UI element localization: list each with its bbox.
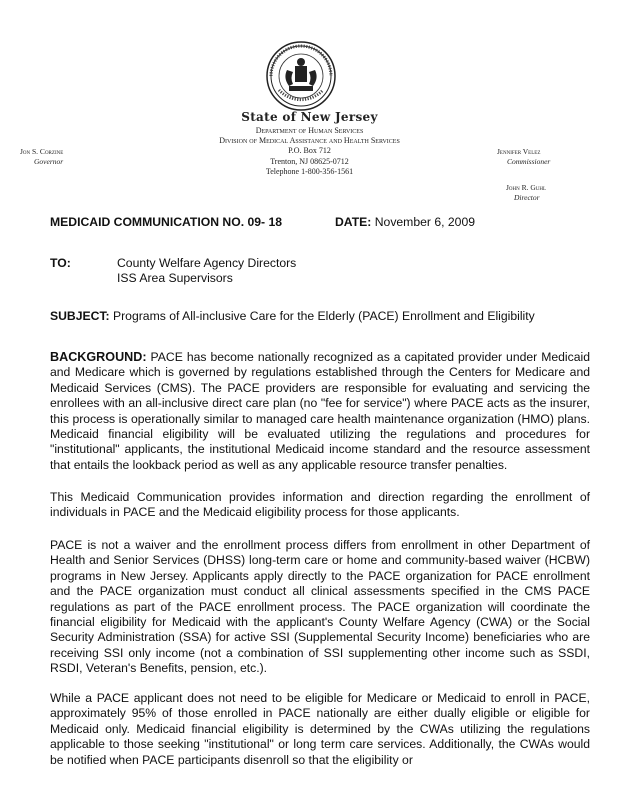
communication-number: 09- 18 xyxy=(247,215,283,229)
governor-block xyxy=(20,147,63,166)
background-text: PACE has become nationally recognized as a capitated provider under Medicaid and Medicare which is governed by regulations established through the Centers for Medicare and Medicaid Services (CMS). The PACE providers are responsible for evaluating and servicing the enrollees with an all-inclusive direct care plan (no "fee for service") where PACE acts as the insurer, this process is operationally similar to managed care health maintenance organization (HMO) plans. Medicaid financial eligibility will be evaluated utilizing the regulations and procedures for "institutional" applicants, the institutional Medicaid income standard and the resource assessment that entails the lookback period as well as any applicable resource transfer penalties. xyxy=(50,350,590,472)
department-name: Department of Human Services xyxy=(255,126,364,135)
governor-name: Jon S. Corzine xyxy=(20,147,64,156)
communication-heading xyxy=(50,215,590,229)
commissioner-block xyxy=(497,147,607,166)
body-paragraph: This Medicaid Communication provides information and direction regarding the enrollment of individuals in PACE and the Medicaid eligibility process for those applicants. xyxy=(50,490,590,520)
agency-address-block xyxy=(140,126,479,177)
division-name: Division of Medical Assistance and Health Services xyxy=(219,136,400,146)
background-paragraph xyxy=(50,350,590,473)
director-name: John R. Guhl xyxy=(506,183,547,192)
to-recipients xyxy=(117,256,296,286)
to-label: TO: xyxy=(50,256,71,270)
commissioner-title: Commissioner xyxy=(507,156,551,166)
po-box: P.O. Box 712 xyxy=(288,146,331,156)
director-block xyxy=(506,183,606,202)
recipient-line: County Welfare Agency Directors xyxy=(117,256,297,270)
subject-label: SUBJECT: xyxy=(50,309,110,323)
governor-title: Governor xyxy=(34,156,64,166)
telephone-number: Telephone 1-800-356-1561 xyxy=(265,166,354,176)
state-name-heading: State of New Jersey xyxy=(241,110,378,124)
city-address: Trenton, NJ 08625-0712 xyxy=(270,156,349,166)
communication-label: MEDICAID COMMUNICATION NO. xyxy=(50,215,245,229)
date-value: November 6, 2009 xyxy=(374,215,476,229)
background-label: BACKGROUND: xyxy=(50,350,147,364)
director-title: Director xyxy=(514,192,540,202)
body-paragraph: While a PACE applicant does not need to be eligible for Medicare or Medicaid to enroll in PACE, approximately 95% of those enrolled in PACE nationally are either dually eligible or eligible for Medicaid only. Medicaid financial eligibility is determined by the CWAs utilizing the regulations applicable to those seeking "institutional" or long term care services. Additionally, the CWAs would be notified when PACE participants disenroll so that the eligibility or xyxy=(50,691,590,767)
subject-text: Programs of All-inclusive Care for the Elderly (PACE) Enrollment and Eligibility xyxy=(112,309,535,323)
subject-line xyxy=(50,309,590,323)
state-seal-logo xyxy=(265,40,337,112)
body-paragraph: PACE is not a waiver and the enrollment process differs from enrollment in other Department of Health and Senior Services (DHSS) long-term care or home and community-based waiver (HCBW) programs in New Jersey. Applicants apply directly to the PACE organization for PACE enrollment and the PACE organization must conduct all clinical assessments specified in the CMS PACE regulations as part of the PACE enrollment process. The PACE organization will coordinate the financial eligibility for Medicaid with the applicant's County Welfare Agency (CWA) or the Social Security Administration (SSA) for active SSI (Supplemental Security Income) beneficiaries who are receiving SSI only income (not a combination of SSI supplementing other income such as SSDI, RSDI, Veteran's Benefits, pension, etc.). xyxy=(50,538,590,676)
recipient-line: ISS Area Supervisors xyxy=(117,271,233,285)
date-label: DATE: xyxy=(335,215,372,229)
commissioner-name: Jennifer Velez xyxy=(497,147,541,156)
